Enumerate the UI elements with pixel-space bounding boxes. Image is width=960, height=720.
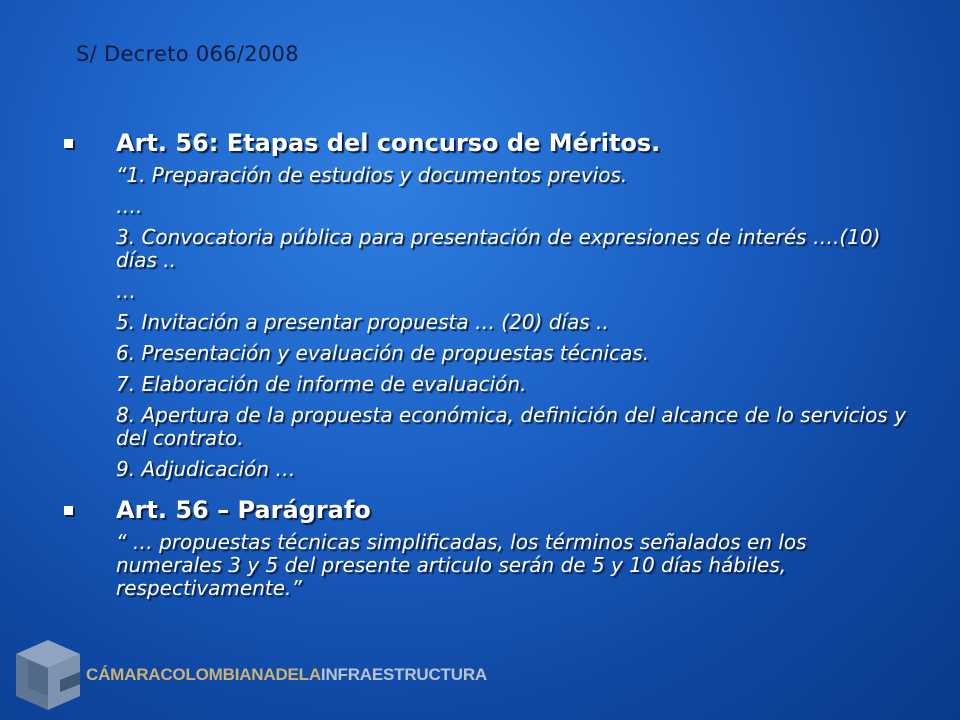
logo-wordmark <box>86 665 487 685</box>
list-item: …. <box>116 194 143 218</box>
list-item: 3. Convocatoria pública para presentación de expresiones de interés ….(10) días .. <box>116 225 881 272</box>
bullet-heading-paragrafo <box>60 495 910 525</box>
slide-content <box>60 128 910 608</box>
heading-text: Art. 56 – Parágrafo <box>116 496 371 524</box>
camara-cube-logo-icon <box>8 632 88 716</box>
list-item: “1. Preparación de estudios y documentos previos. <box>116 163 628 187</box>
list-item: 7. Elaboración de informe de evaluación. <box>116 372 527 396</box>
logo-wordmark-part2: INFRAESTRUCTURA <box>320 665 487 684</box>
bullet-heading-art56 <box>60 128 910 158</box>
slide-subtitle: S/ Decreto 066/2008 <box>76 42 299 66</box>
heading-text: Art. 56: Etapas del concurso de Méritos. <box>116 129 661 157</box>
logo-wordmark-part1: CÁMARACOLOMBIANADELA <box>86 665 321 684</box>
square-bullet-icon <box>64 139 73 148</box>
list-item: 8. Apertura de la propuesta económica, definición del alcance de lo servicios y del contrato. <box>116 403 906 450</box>
list-item: 9. Adjudicación … <box>116 457 296 481</box>
quote-text: “ … propuestas técnicas simplificadas, los términos señalados en los numerales 3 y 5 del presente articulo serán de 5 y 10 días hábiles, respectivamente.” <box>116 530 807 600</box>
list-item: 6. Presentación y evaluación de propuestas técnicas. <box>116 341 650 365</box>
square-bullet-icon <box>64 506 73 515</box>
list-item: … <box>116 279 136 303</box>
camara-logo <box>8 632 487 716</box>
list-item: 5. Invitación a presentar propuesta … (20) días .. <box>116 310 609 334</box>
